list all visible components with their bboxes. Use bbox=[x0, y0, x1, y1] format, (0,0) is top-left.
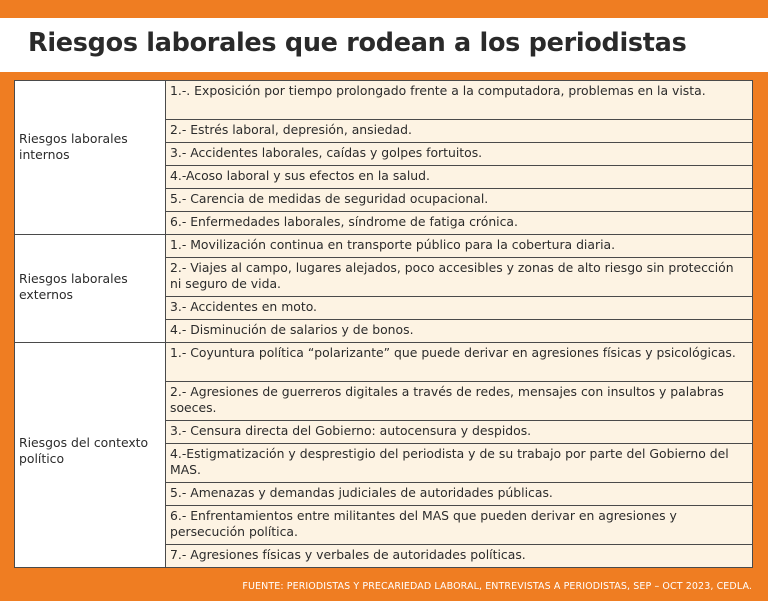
top-accent-bar bbox=[0, 0, 768, 18]
category-externos bbox=[15, 235, 166, 343]
risk-item: 7.- Agresiones físicas y verbales de autoridades políticas. bbox=[166, 545, 753, 568]
risk-item: 1.-. Exposición por tiempo prolongado frente a la computadora, problemas en la vista. bbox=[166, 81, 753, 120]
risk-item: 5.- Amenazas y demandas judiciales de autoridades públicas. bbox=[166, 483, 753, 506]
risk-item: 6.- Enfrentamientos entre militantes del MAS que pueden derivar en agresiones y persecución política. bbox=[166, 506, 753, 545]
table-frame bbox=[0, 72, 768, 601]
risk-item: 4.-Estigmatización y desprestigio del periodista y de su trabajo por parte del Gobierno del MAS. bbox=[166, 444, 753, 483]
category-label: Riesgos laborales internos bbox=[19, 130, 128, 162]
risk-item: 2.- Estrés laboral, depresión, ansiedad. bbox=[166, 120, 753, 143]
category-label: Riesgos laborales externos bbox=[19, 270, 128, 302]
risks-table bbox=[14, 80, 753, 568]
risk-item: 4.-Acoso laboral y sus efectos en la salud. bbox=[166, 166, 753, 189]
page-title: Riesgos laborales que rodean a los periodistas bbox=[28, 28, 687, 58]
risk-item: 6.- Enfermedades laborales, síndrome de fatiga crónica. bbox=[166, 212, 753, 235]
risk-item: 5.- Carencia de medidas de seguridad ocupacional. bbox=[166, 189, 753, 212]
risk-item: 1.- Coyuntura política “polarizante” que puede derivar en agresiones físicas y psicológicas. bbox=[166, 343, 753, 382]
risk-item: 4.- Disminución de salarios y de bonos. bbox=[166, 320, 753, 343]
risk-item: 2.- Viajes al campo, lugares alejados, poco accesibles y zonas de alto riesgo sin protección ni seguro de vida. bbox=[166, 258, 753, 297]
category-internos bbox=[15, 81, 166, 235]
category-label: Riesgos del contexto político bbox=[19, 435, 149, 466]
category-contexto-politico bbox=[15, 343, 166, 568]
table-row bbox=[15, 343, 753, 382]
risk-item: 3.- Censura directa del Gobierno: autocensura y despidos. bbox=[166, 421, 753, 444]
table-row bbox=[15, 81, 753, 120]
risk-item: 1.- Movilización continua en transporte público para la cobertura diaria. bbox=[166, 235, 753, 258]
source-caption: FUENTE: PERIODISTAS Y PRECARIEDAD LABORAL, ENTREVISTAS A PERIODISTAS, SEP – OCT 2023, CEDLA. bbox=[242, 581, 752, 592]
risk-item: 3.- Accidentes laborales, caídas y golpes fortuitos. bbox=[166, 143, 753, 166]
risk-item: 2.- Agresiones de guerreros digitales a través de redes, mensajes con insultos y palabras soeces. bbox=[166, 382, 753, 421]
risk-item: 3.- Accidentes en moto. bbox=[166, 297, 753, 320]
table-row bbox=[15, 235, 753, 258]
